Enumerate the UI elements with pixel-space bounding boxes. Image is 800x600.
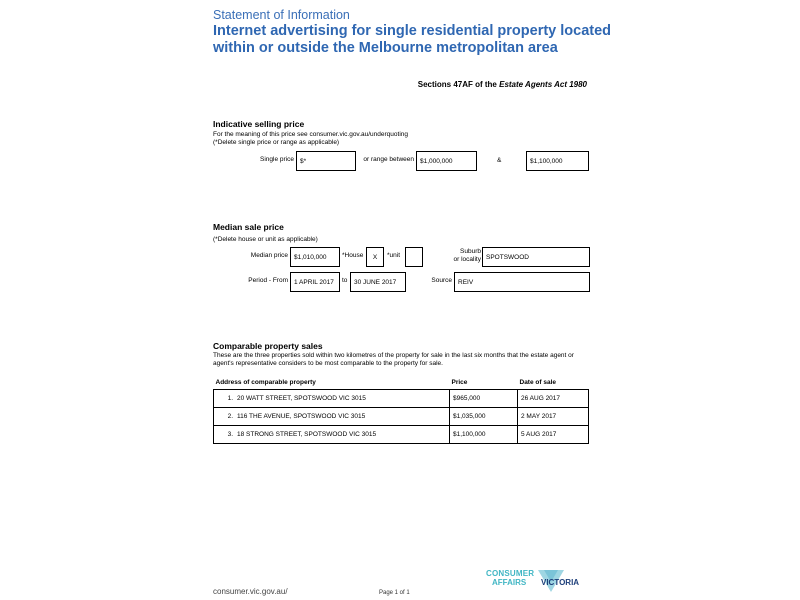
suburb-field[interactable]: SPOTSWOOD [482, 247, 590, 267]
median-price-label: Median price [250, 252, 288, 259]
date-cell: 26 AUG 2017 [518, 390, 589, 408]
single-price-field[interactable]: $* [296, 151, 356, 171]
period-from-field[interactable]: 1 APRIL 2017 [290, 272, 340, 292]
address-cell [214, 390, 450, 408]
address-cell [214, 408, 450, 426]
legislation-prefix: Sections 47AF of the [417, 80, 500, 89]
price-cell: $965,000 [450, 390, 518, 408]
logo-victoria: VICTORIA [541, 578, 580, 587]
table-row [214, 426, 589, 444]
address-text: 20 WATT STREET, SPOTSWOOD VIC 3015 [237, 395, 366, 402]
date-cell: 5 AUG 2017 [518, 426, 589, 444]
median-price-field[interactable]: $1,010,000 [290, 247, 340, 267]
act-name: Estate Agents Act 1980 [499, 80, 587, 89]
unit-field[interactable] [405, 247, 423, 267]
table-row [214, 408, 589, 426]
price-cell: $1,035,000 [450, 408, 518, 426]
suburb-label-line2: or locality [453, 256, 481, 263]
footer-url[interactable]: consumer.vic.gov.au/ [213, 587, 288, 596]
period-to-label: to [342, 277, 348, 284]
row-number: 2. [227, 413, 233, 420]
date-cell: 2 MAY 2017 [518, 408, 589, 426]
document-subtitle: Statement of Information [213, 8, 350, 22]
unit-label: *unit [387, 252, 401, 259]
source-label: Source [431, 277, 452, 284]
source-field[interactable]: REIV [454, 272, 590, 292]
document-title: Internet advertising for single residential property located within or outside the Melbourne metropolitan area [213, 23, 612, 56]
table-header-row [214, 375, 589, 390]
comparable-note: These are the three properties sold within two kilometres of the property for sale in the last six months that the estate agent or agent's representative considers to be most comparable to the property for sale. [213, 352, 574, 367]
indicative-heading: Indicative selling price [213, 119, 305, 129]
house-field[interactable]: X [366, 247, 384, 267]
range-high-field[interactable]: $1,100,000 [526, 151, 589, 171]
address-text: 18 STRONG STREET, SPOTSWOOD VIC 3015 [237, 431, 377, 438]
logo-consumer: CONSUMER [486, 569, 535, 578]
range-low-field[interactable]: $1,000,000 [416, 151, 477, 171]
column-header-date: Date of sale [519, 378, 556, 386]
legislation-reference [418, 80, 587, 89]
range-ampersand: & [497, 157, 502, 164]
row-number: 1. [227, 395, 233, 402]
column-header-address: Address of comparable property [215, 378, 316, 386]
table-row [214, 390, 589, 408]
comparable-sales-table [213, 375, 589, 444]
suburb-label-line1: Suburb [460, 248, 481, 255]
suburb-label [440, 248, 481, 264]
page-number: Page 1 of 1 [379, 590, 410, 596]
indicative-note-meaning: For the meaning of this price see consumer.vic.gov.au/underquoting [213, 131, 408, 138]
logo-affairs: AFFAIRS [492, 578, 527, 587]
median-heading: Median sale price [213, 222, 284, 232]
row-number: 3. [227, 431, 233, 438]
address-text: 116 THE AVENUE, SPOTSWOOD VIC 3015 [237, 413, 366, 420]
range-label: or range between [363, 156, 414, 163]
period-to-field[interactable]: 30 JUNE 2017 [350, 272, 406, 292]
period-from-label: Period - From [248, 277, 288, 284]
single-price-label: Single price [260, 156, 294, 163]
address-cell [214, 426, 450, 444]
price-cell: $1,100,000 [450, 426, 518, 444]
comparable-heading: Comparable property sales [213, 341, 323, 351]
indicative-note-delete: (*Delete single price or range as applicable) [213, 139, 340, 146]
consumer-affairs-victoria-logo [486, 566, 592, 592]
column-header-price: Price [451, 378, 468, 386]
median-note: (*Delete house or unit as applicable) [213, 236, 318, 243]
house-label: *House [342, 252, 364, 259]
